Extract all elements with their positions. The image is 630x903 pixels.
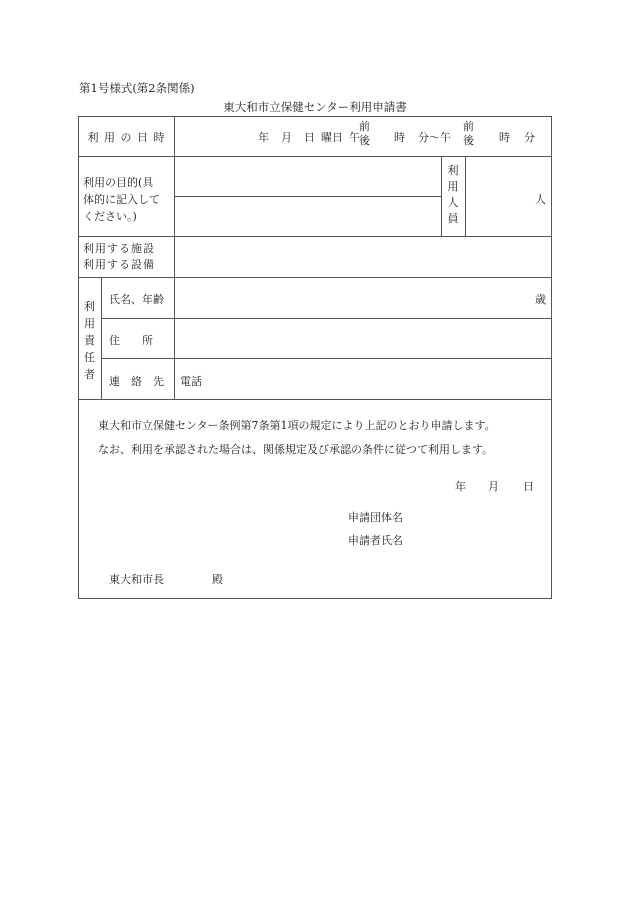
responsible-person-label: 利 用 責 任 者 <box>84 300 95 381</box>
usage-minute-unit-2: 分 <box>524 131 535 144</box>
usage-minute-tilde: 分〜午 <box>418 131 451 144</box>
group-name-label: 申請団体名 <box>348 511 403 524</box>
name-age-label: 氏名、年齢 <box>109 293 164 306</box>
usage-year-unit: 年 <box>258 131 269 144</box>
phone-prefix: 電話 <box>180 375 202 388</box>
persons-label: 利 用 人 員 <box>447 164 459 225</box>
address-label: 住 所 <box>109 334 153 347</box>
usage-datetime-label: 利 用 の 日 時 <box>87 131 166 144</box>
purpose-input-line-1[interactable] <box>175 157 441 196</box>
usage-day-unit: 日 <box>304 131 315 144</box>
declaration-line-2: なお、利用を承認された場合は、関係規定及び承認の条件に従つて利用します。 <box>98 443 494 456</box>
age-unit: 歳 <box>535 293 546 306</box>
name-age-input[interactable] <box>175 278 551 318</box>
facility-label: 利用する施設 利用する設備 <box>83 242 155 271</box>
date-day-unit: 日 <box>523 480 534 493</box>
usage-am-pm-prefix-1: 午 <box>349 131 360 144</box>
persons-unit: 人 <box>535 193 546 206</box>
mayor-addressee: 東大和市長 <box>109 573 164 586</box>
usage-hour-unit-1: 時 <box>394 131 405 144</box>
form-title: 東大和市立保健センター利用申請書 <box>223 100 407 114</box>
usage-weekday-unit: 曜日 <box>321 131 343 144</box>
honorific: 殿 <box>212 573 223 586</box>
usage-am-pm-options-2: 前 後 <box>463 120 474 147</box>
date-year-unit: 年 <box>455 480 466 493</box>
applicant-name-label: 申請者氏名 <box>348 534 403 547</box>
usage-hour-unit-2: 時 <box>499 131 510 144</box>
group-name-input[interactable] <box>410 504 545 524</box>
usage-month-unit: 月 <box>281 131 292 144</box>
applicant-name-input[interactable] <box>410 527 545 547</box>
purpose-input-line-2[interactable] <box>175 197 441 236</box>
declaration-line-1: 東大和市立保健センター条例第7条第1項の規定により上記のとおり申請します。 <box>98 419 496 432</box>
date-month-unit: 月 <box>488 480 499 493</box>
form-number: 第1号様式(第2条関係) <box>79 81 195 95</box>
usage-am-pm-options-1: 前 後 <box>359 120 370 147</box>
contact-label: 連 絡 先 <box>109 375 164 388</box>
purpose-label: 利用の目的(具 体的に記入して ください。) <box>83 176 160 223</box>
phone-input[interactable] <box>205 359 551 399</box>
address-input[interactable] <box>175 319 551 358</box>
facility-input[interactable] <box>175 237 551 277</box>
